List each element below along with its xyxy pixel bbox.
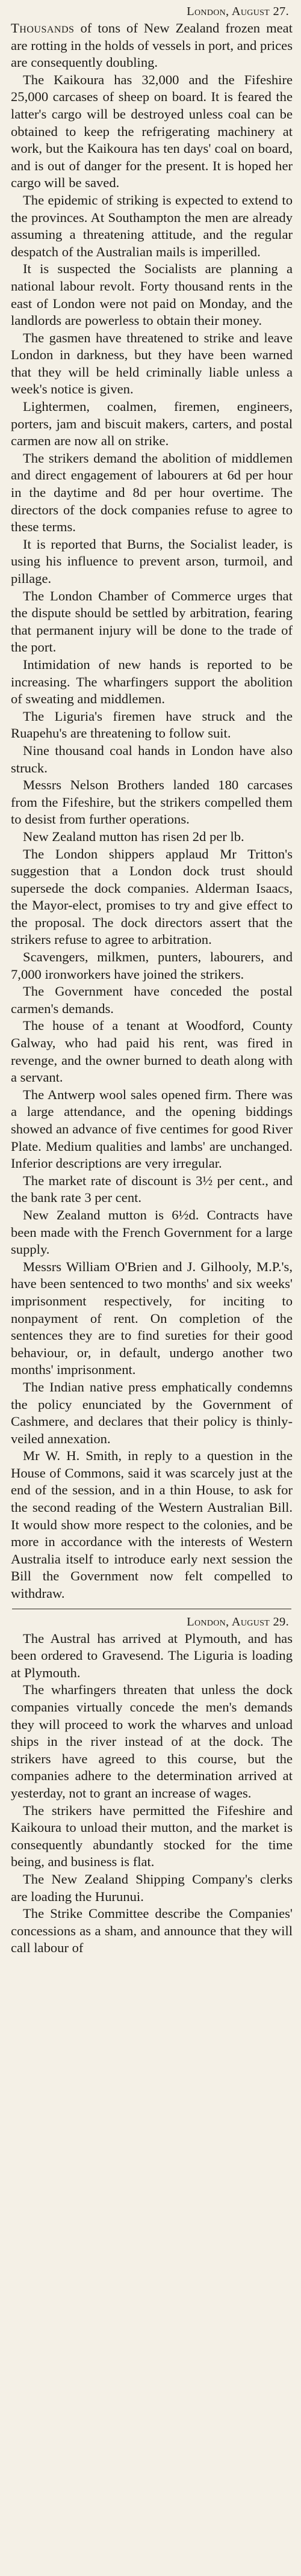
paragraph: The Austral has arrived at Plymouth, and has been ordered to Gravesend. The Liguria is loading at Plymouth. xyxy=(11,1630,293,1680)
paragraph: The New Zealand Shipping Company's clerks are loading the Hurunui. xyxy=(11,1871,293,1904)
paragraph: The Antwerp wool sales opened firm. There was a large attendance, and the opening biddings showed an advance of five centimes for good River Plate. Medium qualities and lambs' are unchanged. Inferior descriptions are very irregular. xyxy=(11,1086,293,1171)
paragraph: The London shippers applaud Mr Tritton's suggestion that a London dock trust should supersede the dock companies. Alderman Isaacs, the Mayor-elect, promises to try and give effect to the proposal. The dock directors assert that the strikers refuse to agree to arbitration. xyxy=(11,846,293,948)
dateline: London, August 27. xyxy=(187,5,289,18)
paragraph: Scavengers, milkmen, punters, labourers, and 7,000 ironworkers have joined the strikers. xyxy=(11,949,293,982)
paragraph: Intimidation of new hands is reported to be increasing. The wharfingers support the abolition of sweating and middlemen. xyxy=(11,656,293,707)
news-section-august-29 xyxy=(11,1614,293,1957)
paragraph: The Indian native press emphatically condemns the policy enunciated by the Government of Cashmere, and declares that their policy is thinly-veiled annexation. xyxy=(11,1379,293,1446)
paragraph: Messrs Nelson Brothers landed 180 carcases from the Fifeshire, but the strikers compelled them to desist from further operations. xyxy=(11,777,293,827)
paragraph: The strikers demand the abolition of middlemen and direct engagement of labourers at 6d per hour in the daytime and 8d per hour overtime. The directors of the dock companies refuse to agree to these terms. xyxy=(11,450,293,535)
paragraph: Nine thousand coal hands in London have also struck. xyxy=(11,742,293,775)
lead-paragraph xyxy=(11,20,293,72)
paragraph: Lightermen, coalmen, firemen, engineers, porters, jam and biscuit makers, carters, and postal carmen are now all on strike. xyxy=(11,399,293,449)
paragraph: The epidemic of striking is expected to extend to the provinces. At Southampton the men are already assuming a threatening attitude, and the regular despatch of the Australian mails is imperilled. xyxy=(11,192,293,259)
lead-text: of tons of New Zealand frozen meat are rotting in the holds of vessels in port, and prices are consequently doubling. xyxy=(11,20,293,70)
paragraph: The Liguria's firemen have struck and the Ruapehu's are threatening to follow suit. xyxy=(11,708,293,741)
paragraph: Mr W. H. Smith, in reply to a question in the House of Commons, said it was scarcely just at the end of the session, and in a thin House, to ask for the second reading of the Western Australian Bill. It would show more respect to the colonies, and be more in accordance with the interests of Western Australia itself to introduce early next session the Bill the Government now felt compelled to withdraw. xyxy=(11,1448,293,1601)
lead-capitals: Thousands xyxy=(11,20,75,35)
paragraph: It is suspected the Socialists are planning a national labour revolt. Forty thousand rents in the east of London were not paid on Monday, and the landlords are powerless to obtain their money. xyxy=(11,261,293,328)
paragraph: The market rate of discount is 3½ per cent., and the bank rate 3 per cent. xyxy=(11,1172,293,1206)
dateline: London, August 29. xyxy=(187,1615,289,1628)
paragraph: The Kaikoura has 32,000 and the Fifeshire 25,000 carcases of sheep on board. It is feared the latter's cargo will be destroyed unless coal can be obtained to keep the refrigerating machinery at work, but the Kaikoura has ten days' coal on board, and is out of danger for the present. It is hoped her cargo will be saved. xyxy=(11,72,293,191)
paragraph: The gasmen have threatened to strike and leave London in darkness, but they have been warned that they will be held criminally liable unless a week's notice is given. xyxy=(11,330,293,397)
paragraph: It is reported that Burns, the Socialist leader, is using his influence to prevent arson, turmoil, and pillage. xyxy=(11,536,293,586)
paragraph: The strikers have permitted the Fifeshire and Kaikoura to unload their mutton, and the market is consequently abundantly stocked for the time being, and business is flat. xyxy=(11,1802,293,1870)
paragraph: The Strike Committee describe the Companies' concessions as a sham, and announce that they will call labour of xyxy=(11,1906,293,1956)
paragraph: New Zealand mutton is 6½d. Contracts have been made with the French Government for a large supply. xyxy=(11,1207,293,1257)
news-section-august-27 xyxy=(11,4,293,1603)
paragraph: New Zealand mutton has risen 2d per lb. xyxy=(23,828,244,844)
paragraph: The wharfingers threaten that unless the dock companies virtually concede the men's demands they will proceed to work the wharves and unload ships in the river instead of at the dock. The strikers have agreed to this course, but the companies adhere to the determination arrived at yesterday, not to grant an increase of wages. xyxy=(11,1682,293,1801)
paragraph: Messrs William O'Brien and J. Gilhooly, M.P.'s, have been sentenced to two months' and six weeks' imprisonment respectively, for inciting to nonpayment of rent. On completion of the sentences they are to find sureties for their good behaviour, or, in default, undergo another two months' imprisonment. xyxy=(11,1259,293,1378)
paragraph: The Government have conceded the postal carmen's demands. xyxy=(11,984,293,1016)
paragraph: The London Chamber of Commerce urges that the dispute should be settled by arbitration, fearing that permanent injury will be done to the trade of the port. xyxy=(11,588,293,655)
paragraph: The house of a tenant at Woodford, County Galway, who had paid his rent, was fired in revenge, and the owner burned to death along with a servant. xyxy=(11,1018,293,1085)
